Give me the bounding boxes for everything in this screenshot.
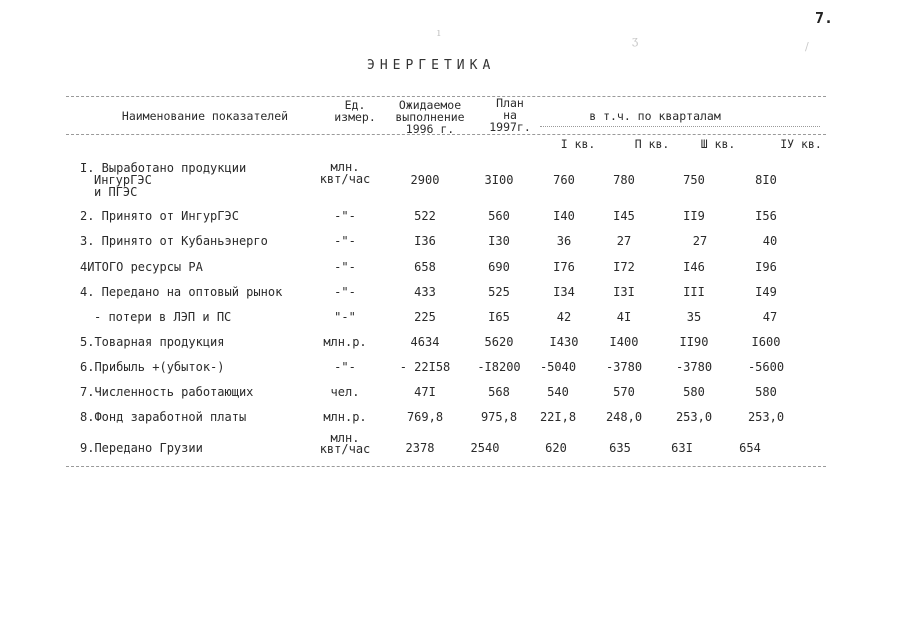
row-6-q1: 42 <box>556 310 572 324</box>
row-2-q2: I45 <box>613 209 635 223</box>
row-8-q3: -3780 <box>675 360 713 374</box>
row-6-name: - потери в ЛЭП и ПС <box>94 310 232 324</box>
row-11-q4: 654 <box>739 441 761 455</box>
row-1-unit-line1: млн. <box>330 160 360 174</box>
row-6-unit: "-" <box>334 310 356 324</box>
header-quarters-title: в т.ч. по кварталам <box>589 109 721 123</box>
row-2-q3: II9 <box>683 209 705 223</box>
row-6-q3: 35 <box>686 310 702 324</box>
row-5-unit: -"- <box>334 285 356 299</box>
row-8-q4: -5600 <box>747 360 785 374</box>
row-7-unit: млн.р. <box>323 335 367 349</box>
scan-mark: ʒ <box>632 34 639 47</box>
scan-mark: ı <box>437 26 441 39</box>
header-name: Наименование показателей <box>121 109 289 123</box>
header-plan-line1: План <box>496 96 524 110</box>
header-expected-line1: Ожидаемое <box>398 98 462 112</box>
row-3-unit: -"- <box>334 234 356 248</box>
row-8-name: 6.Прибыль +(убыток-) <box>80 360 225 374</box>
row-5-q1: I34 <box>553 285 575 299</box>
header-expected-line3: 1996 г. <box>405 122 455 136</box>
row-1-name-line1: I. Выработано продукции <box>80 161 247 175</box>
header-expected-line2: выполнение <box>395 110 465 124</box>
row-3-plan: I30 <box>488 234 510 248</box>
row-4-name: 4ИТОГО ресурсы РА <box>80 260 203 274</box>
row-3-name: 3. Принято от Кубаньэнерго <box>80 234 268 248</box>
row-4-q4: I96 <box>755 260 777 274</box>
row-7-expected: 4634 <box>410 335 440 349</box>
row-10-name: 8.Фонд заработной платы <box>80 410 247 424</box>
row-11-plan: 2540 <box>470 441 500 455</box>
row-9-expected: 47I <box>414 385 436 399</box>
row-6-q4: 47 <box>762 310 778 324</box>
scan-mark: / <box>805 40 809 53</box>
row-9-q2: 570 <box>613 385 635 399</box>
row-11-name: 9.Передано Грузии <box>80 441 203 455</box>
header-q2: П кв. <box>634 137 670 151</box>
row-10-plan: 975,8 <box>480 410 518 424</box>
row-8-expected: - 22I58 <box>399 360 451 374</box>
row-1-name-line3: и ПГЭС <box>94 185 138 199</box>
row-5-name: 4. Передано на оптовый рынок <box>80 285 283 299</box>
row-10-q4: 253,0 <box>747 410 785 424</box>
row-7-plan: 5620 <box>484 335 514 349</box>
header-unit-line2: измер. <box>334 110 376 124</box>
row-2-unit: -"- <box>334 209 356 223</box>
row-10-q3: 253,0 <box>675 410 713 424</box>
row-4-expected: 658 <box>414 260 436 274</box>
row-2-expected: 522 <box>414 209 436 223</box>
row-4-unit: -"- <box>334 260 356 274</box>
row-11-unit-line1: млн. <box>330 431 360 445</box>
row-3-expected: I36 <box>414 234 436 248</box>
header-q4: IУ кв. <box>780 137 822 151</box>
row-11-q3: 63I <box>671 441 693 455</box>
row-3-q1: 36 <box>556 234 572 248</box>
row-1-name-line2: ИнгурГЭС <box>94 173 152 187</box>
row-9-plan: 568 <box>488 385 510 399</box>
row-9-unit: чел. <box>330 385 360 399</box>
row-6-plan: I65 <box>488 310 510 324</box>
row-1-q2: 780 <box>613 173 635 187</box>
row-2-q1: I40 <box>553 209 575 223</box>
row-1-plan: 3I00 <box>484 173 514 187</box>
row-8-plan: -I8200 <box>477 360 521 374</box>
row-9-name: 7.Численность работающих <box>80 385 254 399</box>
header-q1: I кв. <box>560 137 596 151</box>
row-4-plan: 690 <box>488 260 510 274</box>
row-2-plan: 560 <box>488 209 510 223</box>
row-4-q2: I72 <box>613 260 635 274</box>
page-number: 7. <box>815 9 834 27</box>
row-4-q1: I76 <box>553 260 575 274</box>
row-7-q4: I600 <box>751 335 781 349</box>
row-10-unit: млн.р. <box>323 410 367 424</box>
row-11-q1: 620 <box>545 441 567 455</box>
row-5-q2: I3I <box>613 285 635 299</box>
row-6-expected: 225 <box>414 310 436 324</box>
quarters-rule <box>540 126 820 127</box>
header-unit-line1: Ед. <box>344 98 366 112</box>
header-plan-line2: на <box>503 108 517 122</box>
row-3-q2: 27 <box>616 234 632 248</box>
row-7-q2: I400 <box>609 335 639 349</box>
row-7-q3: II90 <box>679 335 709 349</box>
row-11-unit-line2: квт/час <box>319 442 371 456</box>
header-q3: Ш кв. <box>700 137 736 151</box>
row-7-q1: I430 <box>549 335 579 349</box>
row-9-q1: 540 <box>547 385 569 399</box>
row-6-q2: 4I <box>616 310 632 324</box>
row-8-q1: -5040 <box>539 360 577 374</box>
header-plan-line3: 1997г. <box>489 120 531 134</box>
row-4-q3: I46 <box>683 260 705 274</box>
row-2-name: 2. Принято от ИнгурГЭС <box>80 209 239 223</box>
table-top-rule <box>66 96 826 97</box>
row-2-q4: I56 <box>755 209 777 223</box>
row-9-q4: 580 <box>755 385 777 399</box>
row-5-q4: I49 <box>755 285 777 299</box>
row-11-q2: 635 <box>609 441 631 455</box>
table-bottom-rule <box>66 466 826 467</box>
row-3-q4: 40 <box>762 234 778 248</box>
row-1-q1: 760 <box>553 173 575 187</box>
row-7-name: 5.Товарная продукция <box>80 335 225 349</box>
row-5-expected: 433 <box>414 285 436 299</box>
row-10-q2: 248,0 <box>605 410 643 424</box>
row-9-q3: 580 <box>683 385 705 399</box>
row-3-q3: 27 <box>692 234 708 248</box>
row-11-expected: 2378 <box>405 441 435 455</box>
row-8-q2: -3780 <box>605 360 643 374</box>
row-10-expected: 769,8 <box>406 410 444 424</box>
row-10-q1: 22I,8 <box>539 410 577 424</box>
row-5-plan: 525 <box>488 285 510 299</box>
row-5-q3: III <box>683 285 705 299</box>
row-1-q4: 8I0 <box>755 173 777 187</box>
row-1-q3: 750 <box>683 173 705 187</box>
row-8-unit: -"- <box>334 360 356 374</box>
row-1-unit-line2: квт/час <box>319 172 371 186</box>
row-1-expected: 2900 <box>410 173 440 187</box>
page-title: ЭНЕРГЕТИКА <box>367 58 496 73</box>
